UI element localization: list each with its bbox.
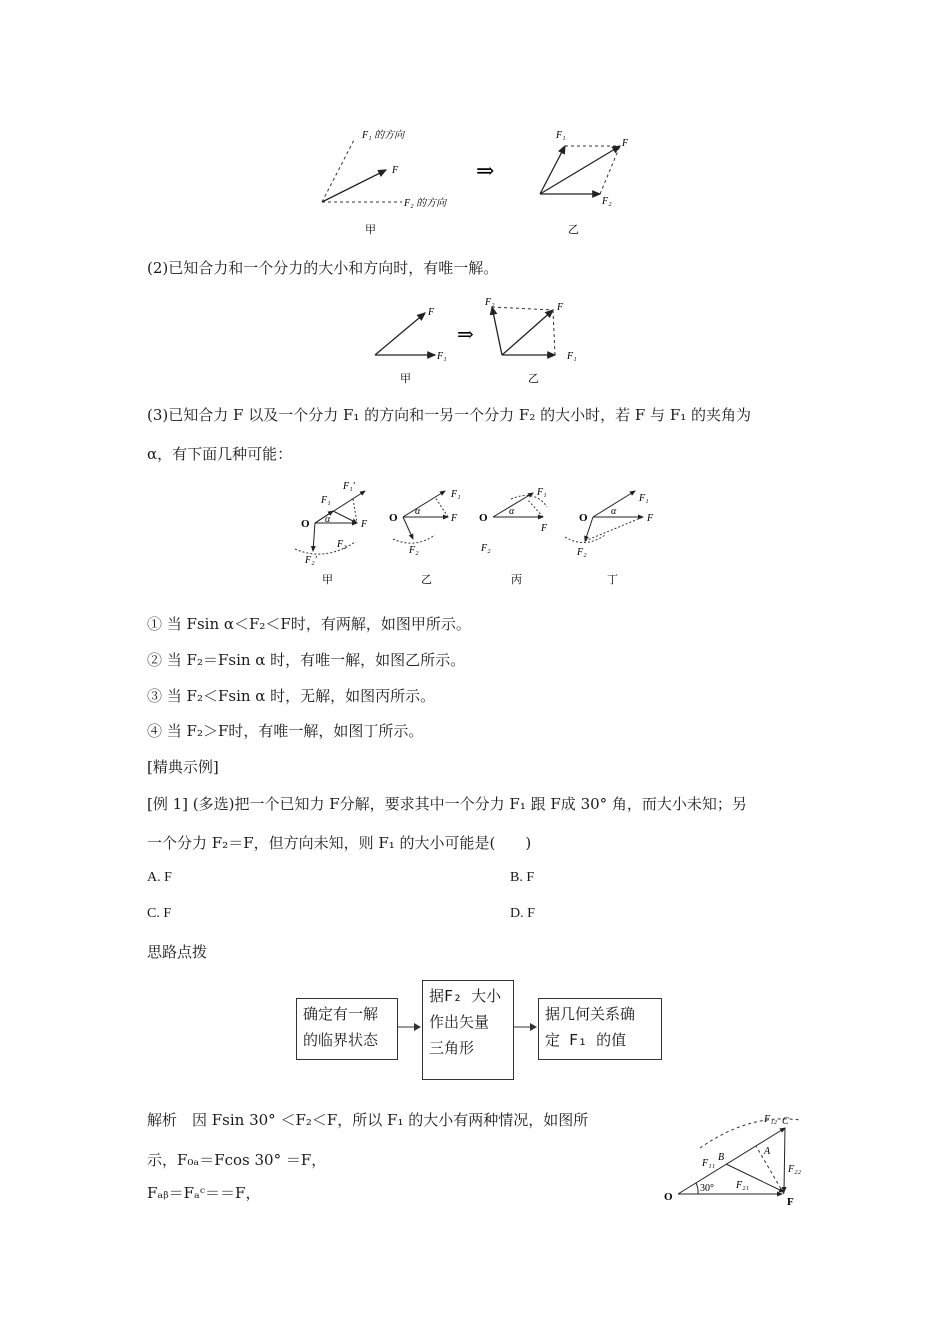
case-bing-f2: F₂ xyxy=(481,543,491,554)
figure-four-cases xyxy=(285,477,670,592)
case-yi-f1: F₁ xyxy=(451,489,461,500)
choice-a: A. F xyxy=(147,870,172,885)
case-jia-f1: F₁ xyxy=(321,495,331,506)
text-case-3-line2: α，有下面几种可能： xyxy=(147,445,293,463)
fig4-a: A xyxy=(764,1146,771,1157)
case-yi-f: F xyxy=(451,513,458,524)
case-jia-caption: 甲 xyxy=(322,574,333,586)
case-bing-f1: F₁ xyxy=(537,487,547,498)
fig4-f21: F₂₁ xyxy=(736,1180,750,1191)
case-yi-alpha: α xyxy=(415,506,421,517)
right-f1-label: F₁ xyxy=(556,130,566,141)
implies-arrow: ⇒ xyxy=(476,158,495,183)
solution-line3: Fₐᵦ＝Fₐᶜ＝＝F， xyxy=(147,1184,261,1202)
case-jia-f2-prime: F₂′ xyxy=(305,555,317,566)
choice-b: B. F xyxy=(510,870,535,885)
fig4-f22: F₂₂ xyxy=(788,1164,802,1175)
case-bing xyxy=(479,487,548,586)
fig4-c: C xyxy=(782,1116,789,1127)
flow-box-3-line1: 据几何关系确 xyxy=(545,1005,636,1023)
flow-box-2 xyxy=(422,980,514,1080)
case-ding xyxy=(565,491,654,586)
figure-parallelogram-decomposition xyxy=(310,118,640,243)
left-f2-direction-label: F₂ 的方向 xyxy=(404,198,447,209)
fig2-right-f2: F₂ xyxy=(485,297,495,308)
fig4-f: F xyxy=(787,1196,794,1208)
flow-box-3 xyxy=(538,998,662,1060)
caption-yi: 乙 xyxy=(568,224,579,236)
figure-unique-solution xyxy=(365,293,595,388)
case-yi-caption: 乙 xyxy=(421,574,432,586)
fig2-implies-arrow: ⇒ xyxy=(457,324,474,346)
fig2-left-f1: F₁ xyxy=(437,351,447,362)
case-jia-f2: F₂ xyxy=(337,539,347,550)
fig2-right-f1: F₁ xyxy=(567,351,577,362)
fig2-left-f: F xyxy=(428,307,435,318)
flow-box-1-line1: 确定有一解 xyxy=(303,1005,379,1023)
case-bing-f: F xyxy=(541,523,548,534)
left-f1-direction-label: F₁ 的方向 xyxy=(362,130,405,141)
case-jia-alpha: α xyxy=(325,514,331,525)
flow-arrow-2 xyxy=(514,1022,538,1032)
case-jia xyxy=(295,481,368,586)
solution-line2: 示，F₀ₐ＝Fcos 30° ＝F， xyxy=(147,1151,327,1169)
case-ding-f: F xyxy=(647,513,654,524)
case-bing-caption: 丙 xyxy=(511,574,522,586)
text-condition-4: ④ 当 F₂＞F时，有唯一解，如图丁所示。 xyxy=(147,722,424,740)
flow-box-2-line3: 三角形 xyxy=(429,1039,475,1057)
figure-solution-triangle xyxy=(660,1108,820,1208)
flow-box-3-line2: 定 F₁ 的值 xyxy=(545,1031,627,1049)
fig2-caption-jia: 甲 xyxy=(400,373,411,385)
case-ding-caption: 丁 xyxy=(607,574,618,586)
text-case-3-line1: (3)已知合力 F 以及一个分力 F₁ 的方向和一另一个分力 F₂ 的大小时，若 F 与 F₁ 的夹角为 xyxy=(147,406,752,424)
text-condition-2: ② 当 F₂＝Fsin α 时，有唯一解，如图乙所示。 xyxy=(147,651,466,669)
case-jia-f: F xyxy=(361,519,368,530)
case-bing-o: O xyxy=(479,512,488,524)
case-jia-f1-prime: F₁′ xyxy=(343,481,355,492)
fig4-angle: 30° xyxy=(700,1183,714,1194)
fig4-f11: F₁₁ xyxy=(702,1158,716,1169)
fig2-right-f: F xyxy=(557,302,564,313)
case-yi-o: O xyxy=(389,512,398,524)
case-ding-f2: F₂ xyxy=(577,547,587,558)
solution-line1: 解析 因 Fsin 30° ＜F₂＜F，所以 F₁ 的大小有两种情况，如图所 xyxy=(147,1111,589,1129)
example-1-line2: 一个分力 F₂＝F，但方向未知，则 F₁ 的大小可能是( ) xyxy=(147,834,532,852)
right-f-label: F xyxy=(622,138,629,149)
text-condition-3: ③ 当 F₂＜Fsin α 时，无解，如图丙所示。 xyxy=(147,687,436,705)
case-jia-o: O xyxy=(301,518,310,530)
fig4-o: O xyxy=(664,1191,673,1203)
text-case-2: (2)已知合力和一个分力的大小和方向时，有唯一解。 xyxy=(147,259,499,277)
case-ding-f1: F₁ xyxy=(639,493,649,504)
fig4-f12: F₁₂ xyxy=(764,1114,778,1125)
case-bing-alpha: α xyxy=(509,506,515,517)
text-condition-1: ① 当 Fsin α＜F₂＜F时，有两解，如图甲所示。 xyxy=(147,615,471,633)
case-yi-f2: F₂ xyxy=(409,545,419,556)
section-heading: [精典示例] xyxy=(147,758,219,776)
flow-box-2-line2: 作出矢量 xyxy=(429,1013,490,1031)
case-yi xyxy=(389,489,461,586)
caption-jia: 甲 xyxy=(365,224,376,236)
example-1-line1: [例 1] (多选)把一个已知力 F分解，要求其中一个分力 F₁ 跟 F成 30° 角，而大小未知；另 xyxy=(147,795,747,813)
flow-box-2-line1: 据F₂ 大小 xyxy=(429,987,502,1005)
choice-d: D. F xyxy=(510,906,535,921)
flow-arrow-1 xyxy=(398,1022,422,1032)
choice-c: C. F xyxy=(147,906,172,921)
case-ding-alpha: α xyxy=(611,506,617,517)
fig4-b: B xyxy=(718,1152,725,1163)
flow-box-1-line2: 的临界状态 xyxy=(303,1031,379,1049)
hint-heading: 思路点拨 xyxy=(147,943,208,961)
left-f-label: F xyxy=(392,165,399,176)
case-ding-o: O xyxy=(579,512,588,524)
flow-box-1 xyxy=(296,998,398,1060)
right-f2-label: F₂ xyxy=(602,196,612,207)
fig2-caption-yi: 乙 xyxy=(528,373,539,385)
